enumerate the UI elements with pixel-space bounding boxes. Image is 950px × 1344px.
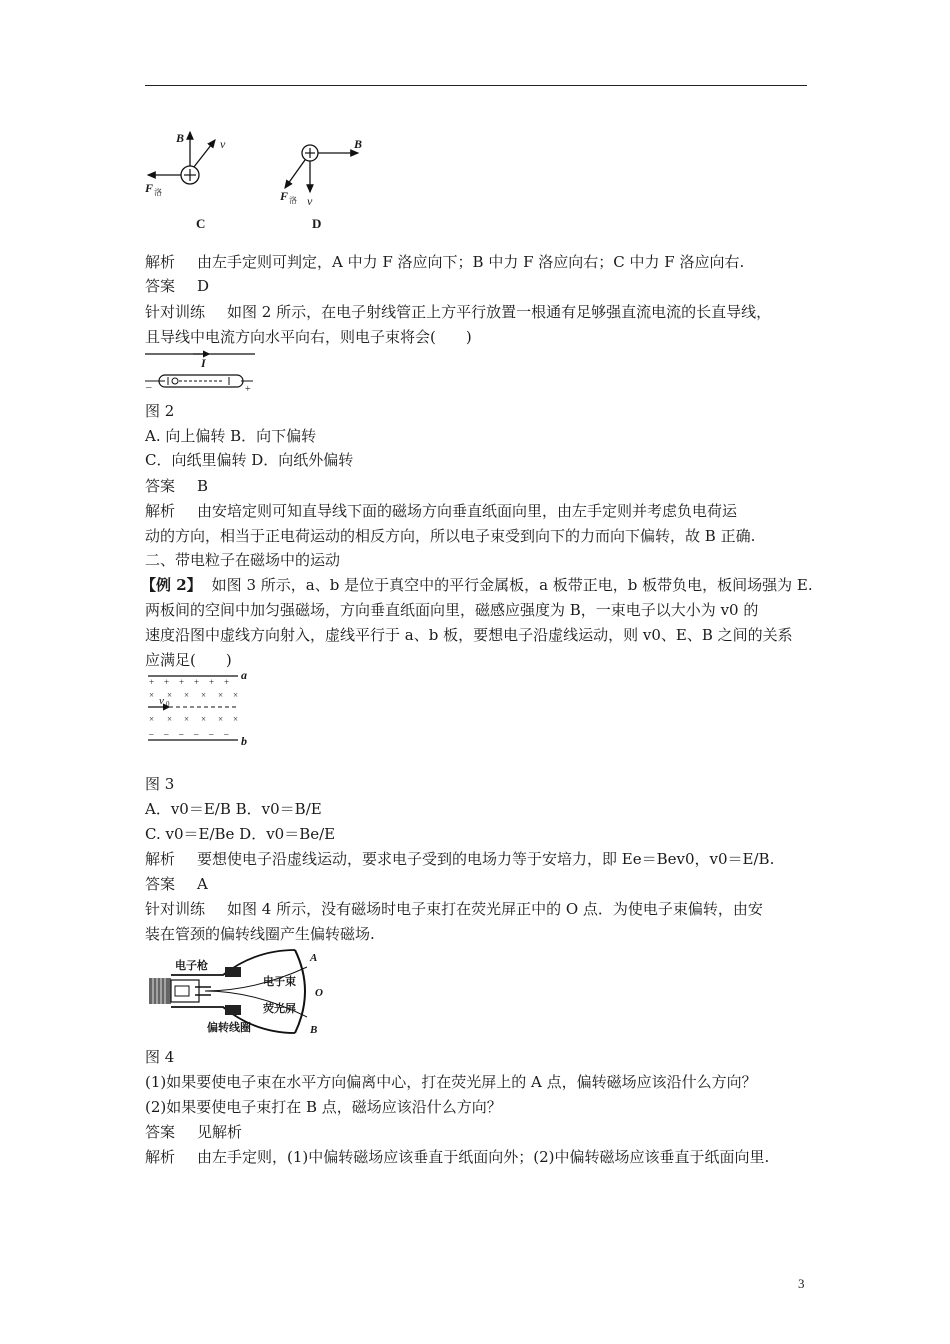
training1-analysis-line1 bbox=[145, 501, 737, 521]
svg-text:+: + bbox=[224, 677, 230, 687]
section-title: 二、带电粒子在磁场中的运动 bbox=[145, 551, 341, 569]
training2-subquestion-2: (2)如果要使电子束打在 B 点，磁场应该沿什么方向？ bbox=[145, 1098, 502, 1116]
answer-value: B bbox=[197, 477, 209, 495]
training1-analysis-line2: 动的方向，相当于正电荷运动的相反方向，所以电子束受到向下的力而向下偏转，故 B 正确. bbox=[145, 527, 756, 545]
force-f-label: F bbox=[280, 189, 289, 203]
velocity-v-label: v bbox=[220, 137, 226, 151]
example2-answer bbox=[145, 874, 208, 894]
training1-options-2: C．向纸里偏转 D．向纸外偏转 bbox=[145, 451, 354, 469]
example2-line2: 两板间的空间中加匀强磁场，方向垂直纸面向里，磁感应强度为 B，一束电子以大小为 v0 的 bbox=[145, 601, 759, 619]
svg-text:×: × bbox=[233, 690, 239, 700]
answer-label: 答案 bbox=[145, 1123, 176, 1141]
force-f-subscript: 洛 bbox=[154, 188, 162, 197]
answer-value: 见解析 bbox=[197, 1123, 243, 1141]
force-f-subscript: 洛 bbox=[289, 196, 297, 205]
example2-analysis bbox=[145, 849, 774, 869]
example2-line3: 速度沿图中虚线方向射入，虚线平行于 a、b 板，要想电子沿虚线运动，则 v0、E、B 之间的关系 bbox=[145, 626, 793, 644]
svg-text:×: × bbox=[167, 714, 173, 724]
training2-answer bbox=[145, 1122, 242, 1142]
svg-text:+: + bbox=[209, 677, 215, 687]
point-o-label: O bbox=[315, 987, 323, 999]
answer-label: 答案 bbox=[145, 477, 176, 495]
figure-c-caption: C bbox=[196, 216, 206, 231]
analysis-label: 解析 bbox=[145, 1148, 176, 1166]
figure-2 bbox=[143, 350, 263, 395]
figure-4-caption: 图 4 bbox=[145, 1048, 175, 1066]
training1-answer bbox=[145, 476, 208, 496]
svg-text:×: × bbox=[201, 690, 207, 700]
example2-options-1: A．v0＝E/B B．v0＝B/E bbox=[145, 800, 322, 818]
svg-text:×: × bbox=[233, 714, 239, 724]
analysis-label: 解析 bbox=[145, 850, 176, 868]
svg-text:×: × bbox=[218, 690, 224, 700]
velocity-subscript: 0 bbox=[166, 700, 170, 708]
current-i-label: I bbox=[201, 356, 206, 370]
question-text: 如图 4 所示，没有磁场时电子束打在荧光屏正中的 O 点．为使电子束偏转，由安 bbox=[227, 900, 763, 918]
header-rule bbox=[145, 85, 807, 86]
force-f-label: F bbox=[145, 181, 154, 195]
answer-label: 答案 bbox=[145, 277, 176, 295]
plate-a-label: a bbox=[241, 668, 247, 682]
svg-text:×: × bbox=[184, 714, 190, 724]
svg-text:–: – bbox=[179, 729, 184, 739]
example2-options-2: C. v0＝E/Be D．v0＝Be/E bbox=[145, 825, 336, 843]
training1-options-1: A. 向上偏转 B．向下偏转 bbox=[145, 427, 317, 445]
q1-answer bbox=[145, 276, 209, 296]
figure-3-caption: 图 3 bbox=[145, 775, 175, 793]
svg-text:×: × bbox=[149, 690, 155, 700]
svg-text:×: × bbox=[218, 714, 224, 724]
figure-d bbox=[270, 120, 380, 240]
svg-text:–: – bbox=[224, 729, 229, 739]
answer-value: D bbox=[197, 277, 210, 295]
svg-text:×: × bbox=[184, 690, 190, 700]
plus-terminal: + bbox=[245, 384, 251, 395]
analysis-text: 要想使电子沿虚线运动，要求电子受到的电场力等于安培力，即 Ee＝Bev0，v0＝E/B. bbox=[197, 850, 775, 868]
svg-text:+: + bbox=[179, 677, 185, 687]
svg-text:–: – bbox=[164, 729, 169, 739]
field-b-label: B bbox=[176, 131, 185, 145]
svg-text:–: – bbox=[209, 729, 214, 739]
deflection-coil-label: 偏转线圈 bbox=[207, 1022, 251, 1034]
training1-question-line1 bbox=[145, 302, 771, 322]
point-a-label: A bbox=[310, 952, 318, 964]
point-b-label: B bbox=[310, 1024, 318, 1036]
analysis-text: 由左手定则，(1)中偏转磁场应该垂直于纸面向外；(2)中偏转磁场应该垂直于纸面向里. bbox=[197, 1148, 770, 1166]
figure-2-caption: 图 2 bbox=[145, 402, 175, 420]
plate-b-label: b bbox=[241, 734, 247, 748]
training-label: 针对训练 bbox=[145, 303, 206, 321]
svg-text:×: × bbox=[167, 690, 173, 700]
q1-analysis bbox=[145, 252, 744, 272]
training1-question-line2: 且导线中电流方向水平向右，则电子束将会( ) bbox=[145, 328, 472, 346]
electron-beam-label: 电子束 bbox=[263, 976, 296, 988]
velocity-label: v bbox=[159, 695, 164, 707]
answer-label: 答案 bbox=[145, 875, 176, 893]
analysis-text: 由左手定则可判定，A 中力 F 洛应向下；B 中力 F 洛应向右；C 中力 F 洛应向右. bbox=[197, 253, 745, 271]
example2-line1 bbox=[141, 575, 813, 595]
svg-text:–: – bbox=[194, 729, 199, 739]
svg-text:×: × bbox=[201, 714, 207, 724]
figure-d-caption: D bbox=[312, 216, 322, 231]
figure-3 bbox=[145, 670, 260, 750]
training2-analysis bbox=[145, 1147, 769, 1167]
training2-question-line1 bbox=[145, 899, 763, 919]
figure-4 bbox=[145, 945, 335, 1040]
training-label: 针对训练 bbox=[145, 900, 206, 918]
electron-gun-label: 电子枪 bbox=[175, 960, 208, 972]
field-b-label: B bbox=[354, 137, 363, 151]
figure-c bbox=[140, 120, 250, 240]
svg-text:×: × bbox=[149, 714, 155, 724]
screen-label: 荧光屏 bbox=[263, 1003, 296, 1015]
analysis-label: 解析 bbox=[145, 502, 176, 520]
example2-line4: 应满足( ) bbox=[145, 651, 232, 669]
analysis-text: 由安培定则可知直导线下面的磁场方向垂直纸面向里，由左手定则并考虑负电荷运 bbox=[197, 502, 738, 520]
analysis-label: 解析 bbox=[145, 253, 176, 271]
page-number: 3 bbox=[798, 1276, 805, 1291]
training2-question-line2: 装在管颈的偏转线圈产生偏转磁场. bbox=[145, 925, 375, 943]
svg-text:–: – bbox=[149, 729, 154, 739]
svg-text:+: + bbox=[149, 677, 155, 687]
training2-subquestion-1: (1)如果要使电子束在水平方向偏离中心，打在荧光屏上的 A 点，偏转磁场应该沿什么方向？ bbox=[145, 1073, 757, 1091]
svg-text:+: + bbox=[164, 677, 170, 687]
question-text: 如图 2 所示，在电子射线管正上方平行放置一根通有足够强直流电流的长直导线， bbox=[227, 303, 772, 321]
answer-value: A bbox=[197, 875, 208, 893]
velocity-v-label: v bbox=[307, 194, 313, 208]
svg-text:+: + bbox=[194, 677, 200, 687]
minus-terminal: – bbox=[146, 381, 152, 393]
example-tag: 【例 2】 bbox=[141, 576, 202, 594]
example-text: 如图 3 所示，a、b 是位于真空中的平行金属板，a 板带正电，b 板带负电，板间场强为 E. bbox=[211, 576, 813, 594]
